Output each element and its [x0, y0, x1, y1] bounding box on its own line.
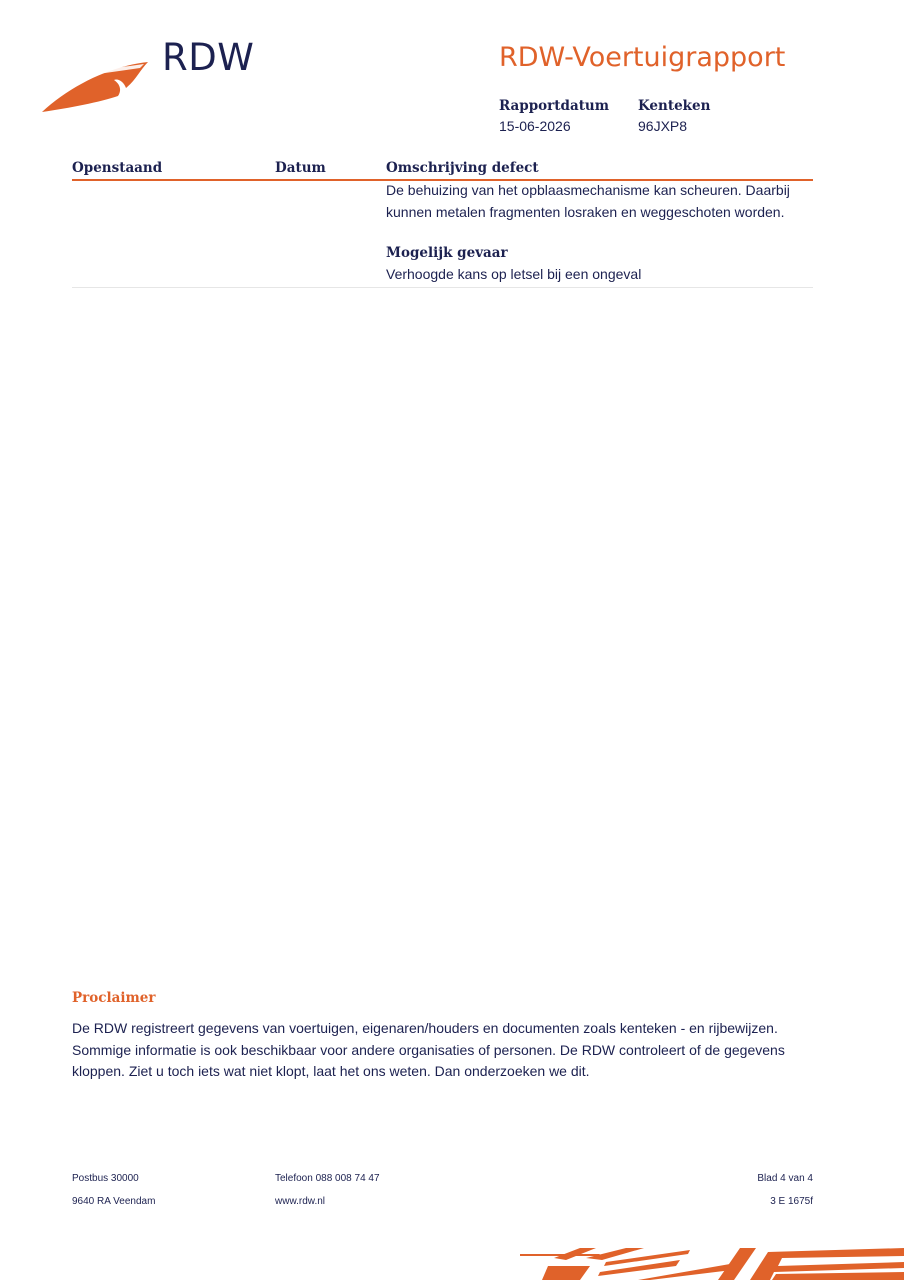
table-row-divider [72, 287, 813, 288]
column-header-datum: Datum [275, 160, 326, 176]
column-header-openstaand: Openstaand [72, 160, 163, 176]
defect-description: De behuizing van het opblaasmechanisme kan scheuren. Daarbij kunnen metalen fragmenten losraken en weggeschoten worden. [386, 182, 790, 220]
footer-postbus: Postbus 30000 [72, 1173, 139, 1184]
brand-stripes-icon [520, 1244, 904, 1280]
plate-label: Kenteken [638, 98, 711, 114]
footer-document-code: 3 E 1675f [770, 1196, 813, 1207]
danger-text: Verhoogde kans op letsel bij een ongeval [386, 266, 642, 282]
footer-postcode-city: 9640 RA Veendam [72, 1196, 156, 1207]
danger-label: Mogelijk gevaar [386, 245, 508, 261]
report-date-label: Rapportdatum [499, 98, 610, 114]
report-date-value: 15-06-2026 [499, 118, 571, 134]
column-header-omschrijving: Omschrijving defect [386, 160, 539, 176]
proclaimer-heading: Proclaimer [72, 990, 156, 1006]
footer-website-link[interactable]: www.rdw.nl [275, 1196, 326, 1207]
rdw-logo-icon [40, 56, 152, 116]
footer-page-number: Blad 4 van 4 [757, 1173, 813, 1184]
proclaimer-body: De RDW registreert gegevens van voertuigen, eigenaren/houders en documenten zoals kenteken - en rijbewijzen. Sommige informatie is ook beschikbaar voor andere organisaties of personen. De RDW controleert of de gegevens kloppen. Ziet u toch iets wat niet klopt, laat het ons weten. Dan onderzoeken we dit. [72, 1020, 785, 1079]
logo-wordmark: RDW [162, 36, 255, 79]
footer-phone: Telefoon 088 008 74 47 [275, 1173, 380, 1184]
report-title: RDW-Voertuigrapport [499, 42, 786, 73]
plate-value: 96JXP8 [638, 118, 688, 134]
